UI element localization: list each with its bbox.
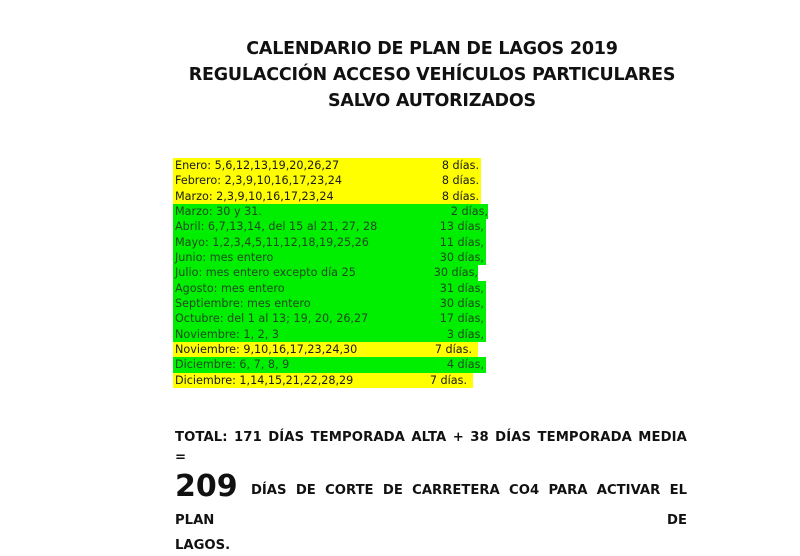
schedule-row-dates: Noviembre: 9,10,16,17,23,24,30 bbox=[175, 343, 358, 357]
schedule-row-dates: Octubre: del 1 al 13; 19, 20, 26,27 bbox=[175, 312, 369, 326]
document-title bbox=[0, 36, 800, 114]
schedule-row-day-count: 30 días, bbox=[433, 266, 478, 280]
schedule-row-dates: Enero: 5,6,12,13,19,20,26,27 bbox=[175, 159, 340, 172]
summary-result-continuation: LAGOS. bbox=[175, 538, 231, 553]
schedule-row-day-count: 30 días, bbox=[439, 251, 484, 265]
summary-result-text: DÍAS DE CORTE DE CARRETERA CO4 PARA ACTIVAR EL PLAN DE bbox=[175, 483, 687, 528]
title-line-2: REGULACCIÓN ACCESO VEHÍCULOS PARTICULARES bbox=[188, 65, 676, 85]
schedule-row-day-count: 13 días, bbox=[439, 220, 484, 234]
schedule-row bbox=[173, 327, 486, 342]
schedule-row-day-count: 31 días, bbox=[439, 281, 484, 295]
schedule-row-dates: Diciembre: 1,14,15,21,22,28,29 bbox=[175, 373, 354, 387]
schedule-row-dates: Noviembre: 1, 2, 3 bbox=[175, 327, 279, 341]
schedule-row-day-count: 8 días. bbox=[441, 174, 479, 188]
schedule-row bbox=[173, 158, 481, 173]
summary-result-line bbox=[175, 469, 687, 536]
schedule-row-dates: Diciembre: 6, 7, 8, 9 bbox=[175, 358, 290, 372]
schedule-row bbox=[173, 296, 486, 311]
schedule-row-day-count: 17 días, bbox=[439, 312, 484, 326]
schedule-row-dates: Marzo: 30 y 31. bbox=[175, 205, 262, 219]
schedule-row-day-count: 4 días, bbox=[446, 358, 484, 372]
schedule-list bbox=[173, 158, 488, 388]
schedule-row-dates: Abril: 6,7,13,14, del 15 al 21, 27, 28 bbox=[175, 220, 378, 234]
schedule-row-day-count: 7 días. bbox=[434, 343, 472, 357]
schedule-row-day-count: 2 días, bbox=[450, 205, 488, 219]
title-line-1: CALENDARIO DE PLAN DE LAGOS 2019 bbox=[246, 39, 618, 59]
schedule-row bbox=[173, 311, 486, 326]
schedule-row bbox=[173, 281, 486, 296]
schedule-row-day-count: 8 días. bbox=[441, 189, 479, 203]
schedule-row bbox=[173, 250, 486, 265]
schedule-row bbox=[173, 204, 488, 219]
schedule-row bbox=[173, 342, 478, 357]
schedule-row-dates: Julio: mes entero excepto día 25 bbox=[175, 266, 356, 280]
schedule-row bbox=[173, 357, 486, 372]
summary-block bbox=[175, 428, 687, 556]
schedule-row-day-count: 8 días. bbox=[441, 159, 479, 172]
schedule-row-dates: Junio: mes entero bbox=[175, 251, 274, 265]
schedule-row-dates: Mayo: 1,2,3,4,5,11,12,18,19,25,26 bbox=[175, 235, 369, 249]
total-days-number: 209 bbox=[175, 469, 238, 504]
schedule-row bbox=[173, 265, 478, 280]
schedule-row bbox=[173, 235, 486, 250]
schedule-row-day-count: 3 días, bbox=[446, 327, 484, 341]
schedule-row-day-count: 30 días, bbox=[439, 297, 484, 311]
summary-total-line: TOTAL: 171 DÍAS TEMPORADA ALTA + 38 DÍAS TEMPORADA MEDIA = bbox=[175, 430, 687, 465]
schedule-row bbox=[173, 219, 486, 234]
schedule-row bbox=[173, 173, 481, 188]
schedule-row-dates: Agosto: mes entero bbox=[175, 281, 285, 295]
schedule-row bbox=[173, 189, 481, 204]
schedule-row-day-count: 7 días. bbox=[429, 373, 467, 387]
schedule-row-dates: Septiembre: mes entero bbox=[175, 297, 311, 311]
schedule-row bbox=[173, 373, 473, 388]
title-line-3: SALVO AUTORIZADOS bbox=[328, 91, 536, 111]
schedule-row-dates: Marzo: 2,3,9,10,16,17,23,24 bbox=[175, 189, 334, 203]
schedule-row-day-count: 11 días, bbox=[439, 235, 484, 249]
schedule-row-dates: Febrero: 2,3,9,10,16,17,23,24 bbox=[175, 174, 342, 188]
